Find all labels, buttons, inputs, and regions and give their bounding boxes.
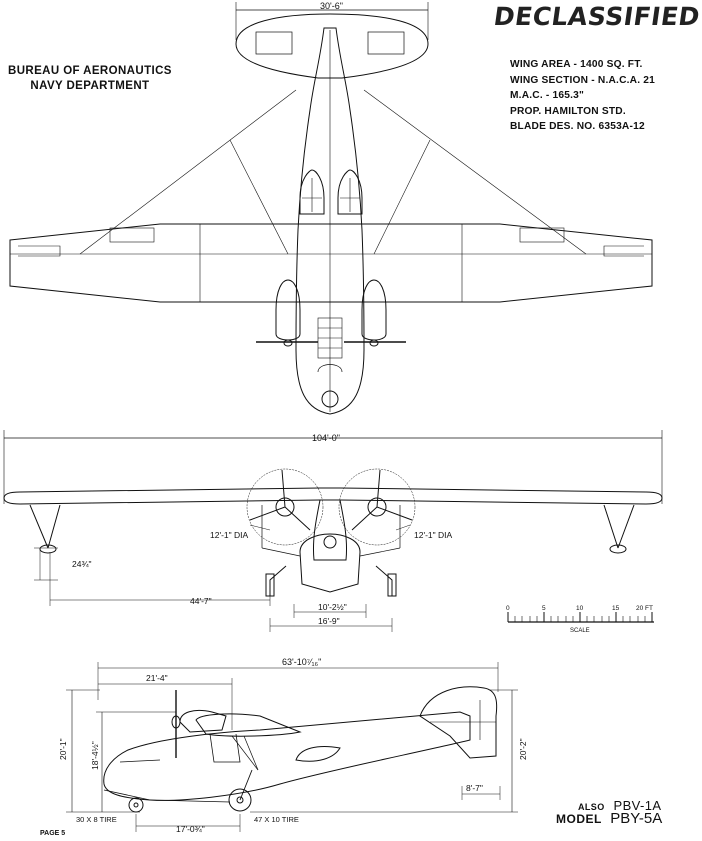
scale-tick-20: 20 FT (636, 605, 653, 612)
scale-tick-10: 10 (576, 605, 584, 612)
scale-tick-5: 5 (542, 605, 546, 612)
spec-block (510, 57, 655, 135)
side-engine (180, 710, 226, 732)
dim-height-overall: 20'-1" (58, 738, 68, 760)
side-tail-fin (420, 687, 497, 758)
page-number: PAGE 5 (40, 830, 66, 837)
agency-line-2: NAVY DEPARTMENT (30, 80, 150, 92)
dim-prop-dia-left: 12'-1" DIA (210, 530, 249, 540)
nose-wheel (129, 798, 143, 812)
dim-float-track: 44'-7" (190, 596, 212, 606)
main-tire-label: 47 X 10 TIRE (254, 815, 299, 824)
side-view (66, 662, 518, 832)
dim-wing-span: 104'-0" (312, 433, 340, 443)
dim-height-tail: 20'-2" (518, 738, 528, 760)
dim-wheel-track: 10'-2½" (318, 602, 347, 612)
dim-wheelbase: 17'-0¾" (176, 824, 205, 834)
scale-bar (508, 612, 654, 622)
nose-tire-label: 30 X 8 TIRE (76, 815, 117, 824)
dim-tail-wheel-track: 16'-9" (318, 616, 340, 626)
spec-wing-area: WING AREA - 1400 SQ. FT. (510, 59, 643, 70)
plan-horizontal-tail (236, 14, 428, 78)
dim-float-height: 24¾" (72, 559, 92, 569)
spec-blade: BLADE DES. NO. 6353A-12 (510, 121, 645, 132)
spec-wing-section: WING SECTION - N.A.C.A. 21 (510, 74, 656, 86)
also-label: ALSO (578, 802, 605, 812)
scale-label: SCALE (570, 628, 590, 634)
model-label: MODEL (556, 812, 602, 826)
side-hull (104, 712, 470, 800)
agency-line-1: BUREAU OF AERONAUTICS (8, 65, 172, 77)
scale-tick-15: 15 (612, 605, 620, 612)
plan-wing (10, 224, 652, 302)
declassified-stamp: DECLASSIFIED (491, 2, 702, 31)
spec-prop: PROP. HAMILTON STD. (510, 105, 626, 117)
dim-length: 63'-10⁷⁄₁₆" (282, 657, 322, 667)
dim-tail-offset: 8'-7" (466, 783, 483, 793)
side-wing (196, 714, 300, 736)
model-value: PBY-5A (610, 810, 663, 827)
plan-nacelle-right (362, 280, 386, 340)
dim-prop-dia-right: 12'-1" DIA (414, 530, 453, 540)
model-designation (556, 810, 662, 828)
scale-tick-0: 0 (506, 605, 510, 612)
dim-nose-to-prop: 21'-4" (146, 673, 168, 683)
spec-mac: M.A.C. - 165.3" (510, 90, 585, 101)
agency-block (8, 64, 172, 94)
front-wing (4, 488, 662, 504)
also-value: PBV-1A (613, 798, 662, 813)
dim-tail-span: 30'-6" (320, 1, 343, 11)
front-hull (300, 534, 360, 592)
dim-height-wing: 18'-4½" (90, 741, 100, 770)
